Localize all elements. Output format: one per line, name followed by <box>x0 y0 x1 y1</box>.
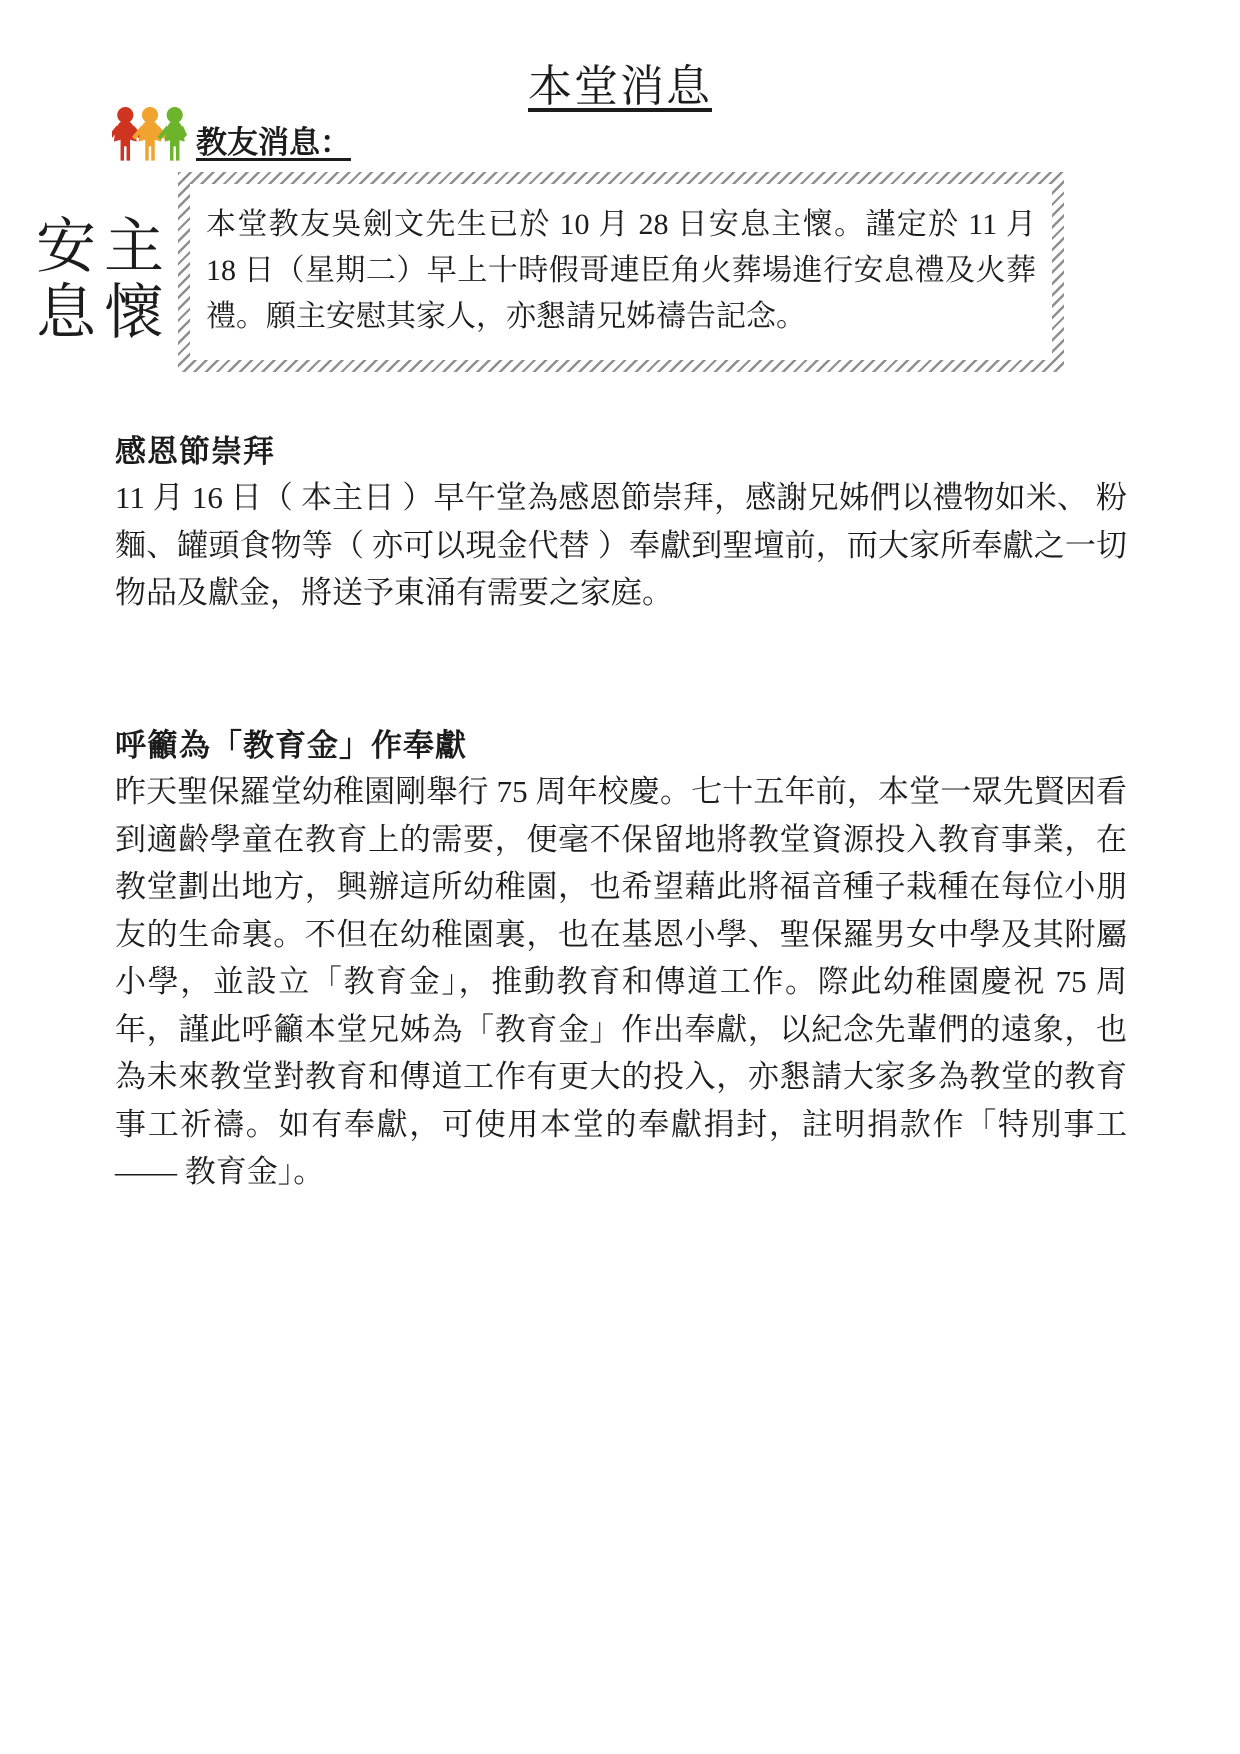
thanksgiving-service-heading: 感恩節崇拜 <box>115 434 275 469</box>
rest-in-lord-caption <box>32 214 168 346</box>
caption-char: 懷 <box>104 280 164 346</box>
page-title-text: 本堂消息 <box>528 62 712 111</box>
caption-char: 息 <box>36 280 96 346</box>
caption-char: 主 <box>104 214 164 280</box>
obituary-notice-text: 本堂教友吳劍文先生已於 10 月 28 日安息主懷。謹定於 11 月 18 日（星期二）早上十時假哥連臣角火葬場進行安息禮及火葬禮。願主安慰其家人，亦懇請兄姊禱告記念。 <box>206 208 1036 333</box>
member-news-header <box>112 106 351 164</box>
three-people-icon <box>112 106 188 164</box>
page-title <box>0 50 1240 114</box>
person-green-icon <box>158 107 187 161</box>
obituary-notice-box <box>178 172 1064 372</box>
thanksgiving-service-body: 11 月 16 日（ 本主日 ）早午堂為感恩節崇拜，感謝兄姊們以禮物如米、 粉麵、罐頭食物等（ 亦可以現金代替 ）奉獻到聖壇前，而大家所奉獻之一切物品及獻金，將送予東涌有需要之家庭。 <box>115 480 1127 610</box>
member-news-label: 教友消息： <box>196 125 351 160</box>
education-fund-body: 昨天聖保羅堂幼稚園剛舉行 75 周年校慶。七十五年前，本堂一眾先賢因看到適齡學童在教育上的需要，便毫不保留地將教堂資源投入教育事業，在教堂劃出地方，興辦這所幼稚園，也希望藉此將福音種子栽種在每位小朋友的生命裏。不但在幼稚園裏，也在基恩小學、聖保羅男女中學及其附屬小學，並設立「教育金」，推動教育和傳道工作。際此幼稚園慶祝 75 周年，謹此呼籲本堂兄姊為「教育金」作出奉獻，以紀念先輩們的遠象，也為未來教堂對教育和傳道工作有更大的投入，亦懇請大家多為教堂的教育事工祈禱。如有奉獻，可使用本堂的奉獻捐封，註明捐款作「特別事工 —— 教育金」。 <box>115 774 1127 1189</box>
education-fund-heading: 呼籲為「教育金」作奉獻 <box>115 728 467 763</box>
caption-char: 安 <box>36 214 96 280</box>
